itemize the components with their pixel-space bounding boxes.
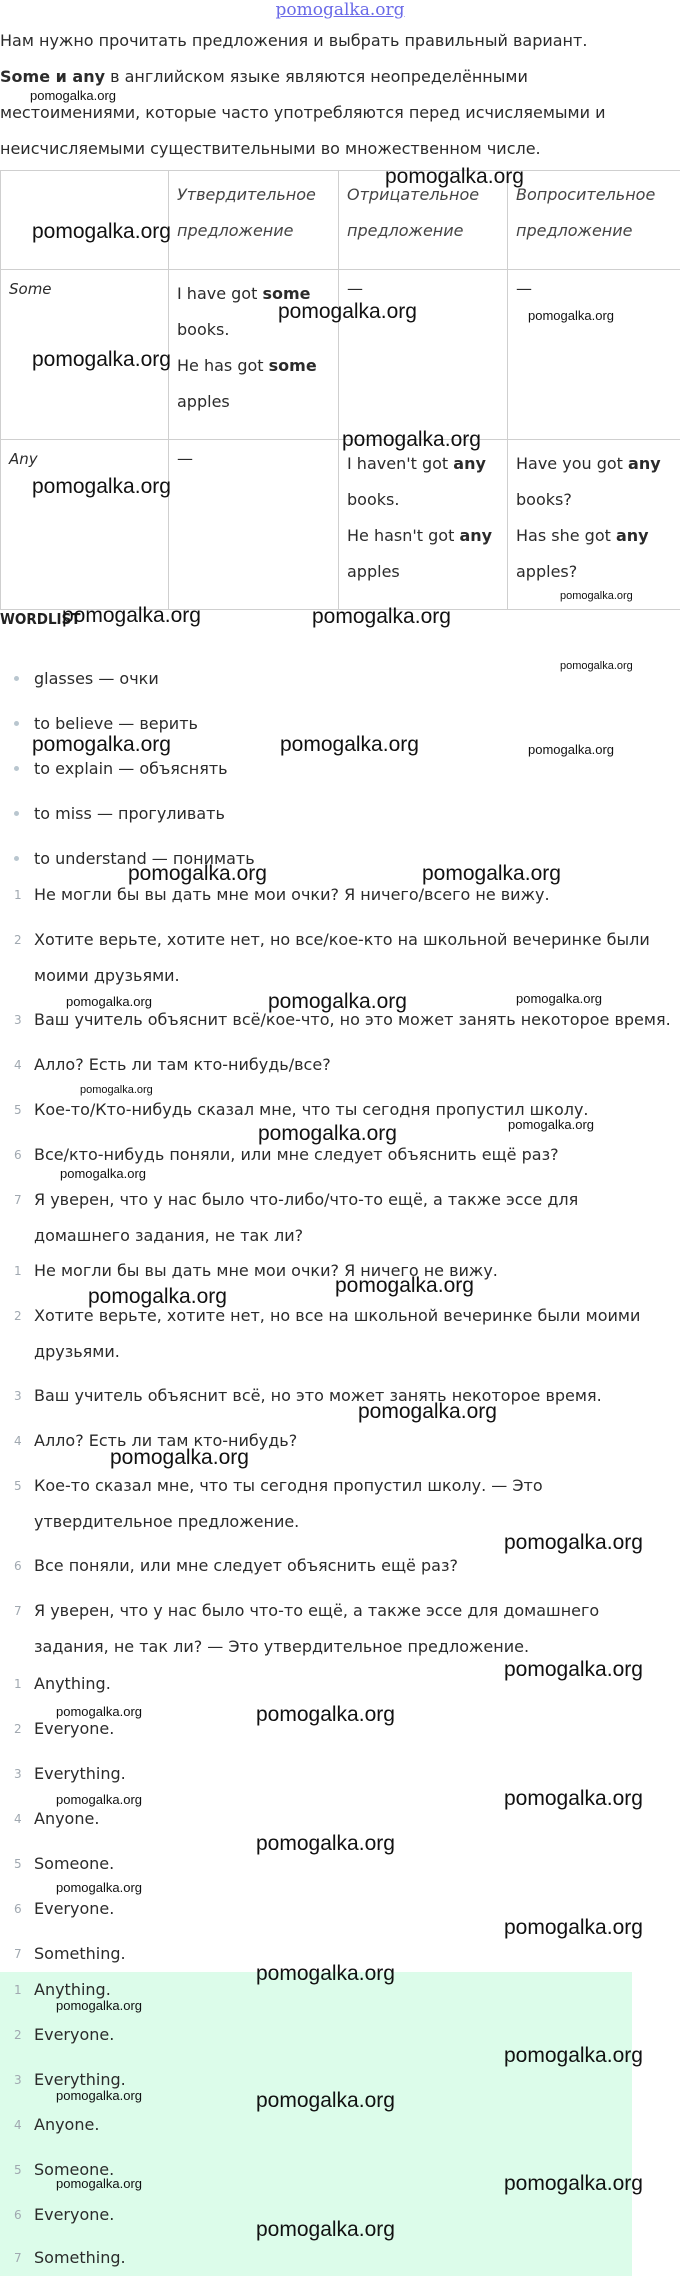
watermark: pomogalka.org — [56, 2176, 142, 2191]
table-row-any — [1, 440, 680, 610]
cell-any-question — [508, 440, 680, 610]
watermark: pomogalka.org — [56, 1704, 142, 1719]
lead-rest: в английском языке являются неопределёнными местоимениями, которые часто употребляются перед исчисляемыми и неисчисляемыми существительными во множественном числе. — [0, 67, 606, 158]
cell-line: I have got some books. — [177, 284, 311, 339]
lead-bold: Some и any — [0, 67, 106, 86]
list-item: to believe — верить — [0, 699, 660, 744]
list-item: to understand — понимать — [0, 834, 660, 879]
wordlist — [0, 654, 660, 879]
list-item: glasses — очки — [0, 654, 660, 699]
watermark: pomogalka.org — [504, 2172, 643, 2195]
watermark: pomogalka.org — [504, 1658, 643, 1681]
watermark: pomogalka.org — [528, 742, 614, 757]
watermark: pomogalka.org — [508, 1117, 594, 1132]
watermark: pomogalka.org — [516, 991, 602, 1006]
watermark: pomogalka.org — [32, 475, 171, 498]
watermark: pomogalka.org — [32, 220, 171, 243]
watermark: pomogalka.org — [312, 605, 451, 628]
cell-some-question: — — [508, 270, 680, 440]
table-header-question: Вопросительное предложение — [508, 171, 680, 270]
watermark: pomogalka.org — [256, 1703, 395, 1726]
watermark: pomogalka.org — [268, 990, 407, 1013]
watermark: pomogalka.org — [56, 2088, 142, 2103]
cell-line: Has she got any apples? — [516, 526, 649, 581]
watermark: pomogalka.org — [422, 862, 561, 885]
watermark: pomogalka.org — [88, 1285, 227, 1308]
site-logo[interactable]: pomogalka.org — [275, 0, 405, 20]
watermark: pomogalka.org — [504, 1916, 643, 1939]
watermark: pomogalka.org — [258, 1122, 397, 1145]
watermark: pomogalka.org — [128, 862, 267, 885]
row-label-any: Any — [1, 440, 169, 610]
table-row-some — [1, 270, 680, 440]
watermark: pomogalka.org — [256, 2218, 395, 2241]
list-item: to miss — прогуливать — [0, 789, 660, 834]
watermark: pomogalka.org — [335, 1274, 474, 1297]
cell-any-negative — [339, 440, 508, 610]
watermark: pomogalka.org — [280, 733, 419, 756]
watermark: pomogalka.org — [32, 733, 171, 756]
watermark: pomogalka.org — [385, 165, 524, 188]
watermark: pomogalka.org — [256, 2089, 395, 2112]
list-item: to explain — объяснять — [0, 744, 660, 789]
watermark: pomogalka.org — [256, 1832, 395, 1855]
wordlist-title: WORDLIST — [0, 610, 81, 628]
watermark: pomogalka.org — [30, 88, 116, 103]
cell-line: He has got some apples — [177, 356, 317, 411]
row-label-some: Some — [1, 270, 169, 440]
watermark: pomogalka.org — [528, 308, 614, 323]
watermark: pomogalka.org — [560, 590, 633, 602]
watermark: pomogalka.org — [32, 348, 171, 371]
watermark: pomogalka.org — [278, 300, 417, 323]
watermark: pomogalka.org — [358, 1400, 497, 1423]
grammar-table — [0, 170, 680, 610]
watermark: pomogalka.org — [56, 1998, 142, 2013]
watermark: pomogalka.org — [56, 1880, 142, 1895]
table-header-row — [1, 171, 680, 270]
watermark: pomogalka.org — [504, 1531, 643, 1554]
watermark: pomogalka.org — [560, 660, 633, 672]
watermark: pomogalka.org — [80, 1084, 153, 1096]
task-text: Нам нужно прочитать предложения и выбрать правильный вариант. — [0, 31, 588, 50]
watermark: pomogalka.org — [66, 994, 152, 1009]
watermark: pomogalka.org — [504, 2044, 643, 2067]
watermark: pomogalka.org — [56, 1792, 142, 1807]
cell-line: I haven't got any books. — [347, 454, 486, 509]
cell-line: Have you got any books? — [516, 454, 661, 509]
watermark: pomogalka.org — [256, 1962, 395, 1985]
watermark: pomogalka.org — [342, 428, 481, 451]
watermark: pomogalka.org — [504, 1787, 643, 1810]
watermark: pomogalka.org — [62, 604, 201, 627]
cell-some-affirmative — [169, 270, 339, 440]
cell-any-affirmative: — — [169, 440, 339, 610]
table-header-empty — [1, 171, 169, 270]
watermark: pomogalka.org — [60, 1166, 146, 1181]
table-header-affirmative: Утвердительное предложение — [169, 171, 339, 270]
watermark: pomogalka.org — [110, 1446, 249, 1469]
table-header-negative: Отрицательное предложение — [339, 171, 508, 270]
cell-some-negative: — — [339, 270, 508, 440]
cell-line: He hasn't got any apples — [347, 526, 493, 581]
lead-paragraph — [0, 59, 672, 167]
